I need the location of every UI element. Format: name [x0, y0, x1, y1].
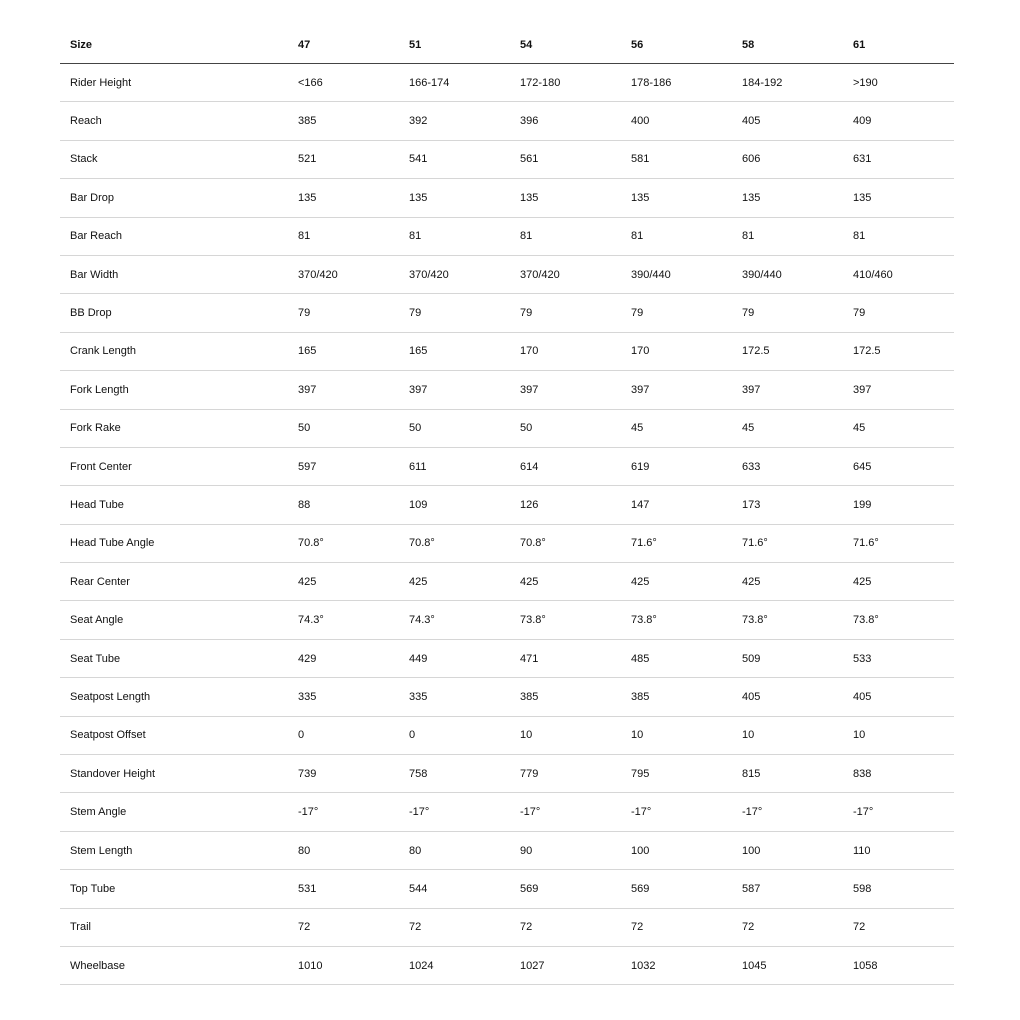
table-row	[60, 102, 954, 140]
table-cell: 1032	[621, 946, 732, 984]
row-label: Trail	[60, 908, 288, 946]
table-cell: 531	[288, 870, 399, 908]
table-cell: 0	[288, 716, 399, 754]
table-cell: 533	[843, 639, 954, 677]
row-label: Standover Height	[60, 755, 288, 793]
table-row	[60, 217, 954, 255]
row-label: Bar Reach	[60, 217, 288, 255]
table-cell: 425	[399, 563, 510, 601]
column-header-size-47: 47	[288, 26, 399, 64]
table-cell: 471	[510, 639, 621, 677]
table-cell: 409	[843, 102, 954, 140]
row-label: Seatpost Length	[60, 678, 288, 716]
table-cell: 0	[399, 716, 510, 754]
table-cell: 405	[843, 678, 954, 716]
table-cell: 598	[843, 870, 954, 908]
table-row	[60, 908, 954, 946]
row-label: Front Center	[60, 447, 288, 485]
table-cell: 166-174	[399, 64, 510, 102]
row-label: Wheelbase	[60, 946, 288, 984]
table-cell: 45	[732, 409, 843, 447]
table-cell: 126	[510, 486, 621, 524]
table-row	[60, 486, 954, 524]
table-cell: 1010	[288, 946, 399, 984]
table-cell: 631	[843, 140, 954, 178]
table-cell: 619	[621, 447, 732, 485]
table-cell: 10	[843, 716, 954, 754]
table-row	[60, 563, 954, 601]
table-row	[60, 64, 954, 102]
table-cell: 79	[732, 294, 843, 332]
table-cell: 614	[510, 447, 621, 485]
table-cell: 74.3°	[399, 601, 510, 639]
table-cell: 335	[288, 678, 399, 716]
table-cell: 587	[732, 870, 843, 908]
table-cell: 10	[510, 716, 621, 754]
row-label: BB Drop	[60, 294, 288, 332]
table-row	[60, 332, 954, 370]
table-cell: 397	[843, 371, 954, 409]
row-label: Reach	[60, 102, 288, 140]
header-row	[60, 26, 954, 64]
table-cell: 739	[288, 755, 399, 793]
row-label: Fork Rake	[60, 409, 288, 447]
table-cell: 581	[621, 140, 732, 178]
table-cell: 370/420	[288, 255, 399, 293]
row-label: Crank Length	[60, 332, 288, 370]
table-cell: 569	[510, 870, 621, 908]
table-cell: 795	[621, 755, 732, 793]
table-cell: 72	[288, 908, 399, 946]
table-cell: 170	[621, 332, 732, 370]
table-cell: 172.5	[843, 332, 954, 370]
table-row	[60, 601, 954, 639]
table-cell: 135	[732, 179, 843, 217]
table-cell: 815	[732, 755, 843, 793]
table-row	[60, 294, 954, 332]
table-cell: 88	[288, 486, 399, 524]
table-cell: 70.8°	[510, 524, 621, 562]
table-cell: 390/440	[621, 255, 732, 293]
table-cell: 165	[288, 332, 399, 370]
table-header	[60, 26, 954, 64]
table-row	[60, 140, 954, 178]
row-label: Bar Drop	[60, 179, 288, 217]
row-label: Seatpost Offset	[60, 716, 288, 754]
table-row	[60, 755, 954, 793]
table-cell: 544	[399, 870, 510, 908]
table-cell: 405	[732, 678, 843, 716]
table-cell: 390/440	[732, 255, 843, 293]
table-cell: 370/420	[510, 255, 621, 293]
table-cell: 72	[399, 908, 510, 946]
table-cell: 173	[732, 486, 843, 524]
table-cell: 1045	[732, 946, 843, 984]
table-cell: 645	[843, 447, 954, 485]
table-row	[60, 946, 954, 984]
table-cell: 396	[510, 102, 621, 140]
table-cell: 79	[399, 294, 510, 332]
table-cell: 135	[288, 179, 399, 217]
table-cell: 100	[732, 831, 843, 869]
table-cell: 561	[510, 140, 621, 178]
table-row	[60, 447, 954, 485]
row-label: Seat Angle	[60, 601, 288, 639]
table-cell: -17°	[510, 793, 621, 831]
table-cell: 79	[843, 294, 954, 332]
table-cell: 541	[399, 140, 510, 178]
table-row	[60, 716, 954, 754]
table-cell: 509	[732, 639, 843, 677]
table-cell: 405	[732, 102, 843, 140]
table-cell: 172.5	[732, 332, 843, 370]
table-cell: 1058	[843, 946, 954, 984]
row-label: Rider Height	[60, 64, 288, 102]
table-cell: 758	[399, 755, 510, 793]
table-cell: 80	[399, 831, 510, 869]
table-cell: 10	[732, 716, 843, 754]
table-row	[60, 255, 954, 293]
table-cell: 50	[288, 409, 399, 447]
table-cell: 135	[621, 179, 732, 217]
table-cell: 606	[732, 140, 843, 178]
table-cell: 170	[510, 332, 621, 370]
geometry-table-container	[60, 26, 954, 985]
column-header-size-61: 61	[843, 26, 954, 64]
row-label: Top Tube	[60, 870, 288, 908]
table-cell: 1024	[399, 946, 510, 984]
row-label: Stack	[60, 140, 288, 178]
table-cell: 199	[843, 486, 954, 524]
table-cell: 81	[843, 217, 954, 255]
table-cell: 73.8°	[732, 601, 843, 639]
column-header-size-54: 54	[510, 26, 621, 64]
table-row	[60, 371, 954, 409]
table-cell: -17°	[288, 793, 399, 831]
table-cell: 449	[399, 639, 510, 677]
table-cell: 172-180	[510, 64, 621, 102]
table-row	[60, 678, 954, 716]
row-label: Head Tube Angle	[60, 524, 288, 562]
table-cell: 633	[732, 447, 843, 485]
row-label: Seat Tube	[60, 639, 288, 677]
table-row	[60, 524, 954, 562]
table-cell: 70.8°	[288, 524, 399, 562]
table-cell: 569	[621, 870, 732, 908]
table-cell: 79	[621, 294, 732, 332]
table-cell: 81	[399, 217, 510, 255]
table-row	[60, 179, 954, 217]
table-row	[60, 831, 954, 869]
table-cell: 81	[621, 217, 732, 255]
table-cell: 400	[621, 102, 732, 140]
table-cell: 184-192	[732, 64, 843, 102]
table-cell: 611	[399, 447, 510, 485]
table-cell: 425	[510, 563, 621, 601]
table-cell: 79	[288, 294, 399, 332]
row-label: Bar Width	[60, 255, 288, 293]
table-cell: <166	[288, 64, 399, 102]
table-cell: 45	[621, 409, 732, 447]
table-cell: -17°	[732, 793, 843, 831]
table-row	[60, 409, 954, 447]
table-cell: 485	[621, 639, 732, 677]
table-cell: 73.8°	[621, 601, 732, 639]
table-row	[60, 639, 954, 677]
table-cell: 397	[399, 371, 510, 409]
table-cell: 110	[843, 831, 954, 869]
table-cell: 392	[399, 102, 510, 140]
table-cell: 81	[732, 217, 843, 255]
table-cell: 71.6°	[621, 524, 732, 562]
table-cell: 397	[732, 371, 843, 409]
table-cell: 81	[510, 217, 621, 255]
table-cell: 425	[732, 563, 843, 601]
table-cell: >190	[843, 64, 954, 102]
table-cell: 100	[621, 831, 732, 869]
table-cell: 72	[732, 908, 843, 946]
table-cell: 73.8°	[843, 601, 954, 639]
table-cell: -17°	[621, 793, 732, 831]
table-cell: 429	[288, 639, 399, 677]
table-cell: -17°	[843, 793, 954, 831]
table-cell: 397	[510, 371, 621, 409]
table-cell: 80	[288, 831, 399, 869]
table-cell: 779	[510, 755, 621, 793]
table-cell: 10	[621, 716, 732, 754]
table-cell: 521	[288, 140, 399, 178]
table-cell: 385	[288, 102, 399, 140]
table-cell: 335	[399, 678, 510, 716]
table-cell: 109	[399, 486, 510, 524]
geometry-table	[60, 26, 954, 985]
table-cell: 72	[843, 908, 954, 946]
table-cell: 385	[510, 678, 621, 716]
column-header-size-56: 56	[621, 26, 732, 64]
table-cell: 72	[510, 908, 621, 946]
table-cell: 74.3°	[288, 601, 399, 639]
table-cell: 1027	[510, 946, 621, 984]
row-label: Rear Center	[60, 563, 288, 601]
table-cell: 135	[843, 179, 954, 217]
table-cell: 50	[510, 409, 621, 447]
table-cell: 425	[288, 563, 399, 601]
table-cell: 81	[288, 217, 399, 255]
table-row	[60, 793, 954, 831]
table-body	[60, 64, 954, 985]
table-cell: 147	[621, 486, 732, 524]
row-label: Fork Length	[60, 371, 288, 409]
table-cell: 90	[510, 831, 621, 869]
table-cell: 385	[621, 678, 732, 716]
table-cell: 135	[510, 179, 621, 217]
table-cell: 397	[288, 371, 399, 409]
table-cell: 178-186	[621, 64, 732, 102]
table-cell: 425	[843, 563, 954, 601]
table-cell: 135	[399, 179, 510, 217]
column-header-size-58: 58	[732, 26, 843, 64]
table-cell: 73.8°	[510, 601, 621, 639]
table-row	[60, 870, 954, 908]
column-header-size: Size	[60, 26, 288, 64]
table-cell: 70.8°	[399, 524, 510, 562]
table-cell: 370/420	[399, 255, 510, 293]
table-cell: 71.6°	[732, 524, 843, 562]
table-cell: 410/460	[843, 255, 954, 293]
row-label: Stem Angle	[60, 793, 288, 831]
table-cell: 72	[621, 908, 732, 946]
column-header-size-51: 51	[399, 26, 510, 64]
row-label: Stem Length	[60, 831, 288, 869]
table-cell: 597	[288, 447, 399, 485]
table-cell: 165	[399, 332, 510, 370]
table-cell: 50	[399, 409, 510, 447]
table-cell: 425	[621, 563, 732, 601]
table-cell: 71.6°	[843, 524, 954, 562]
row-label: Head Tube	[60, 486, 288, 524]
table-cell: 397	[621, 371, 732, 409]
table-cell: 45	[843, 409, 954, 447]
table-cell: 838	[843, 755, 954, 793]
table-cell: 79	[510, 294, 621, 332]
table-cell: -17°	[399, 793, 510, 831]
